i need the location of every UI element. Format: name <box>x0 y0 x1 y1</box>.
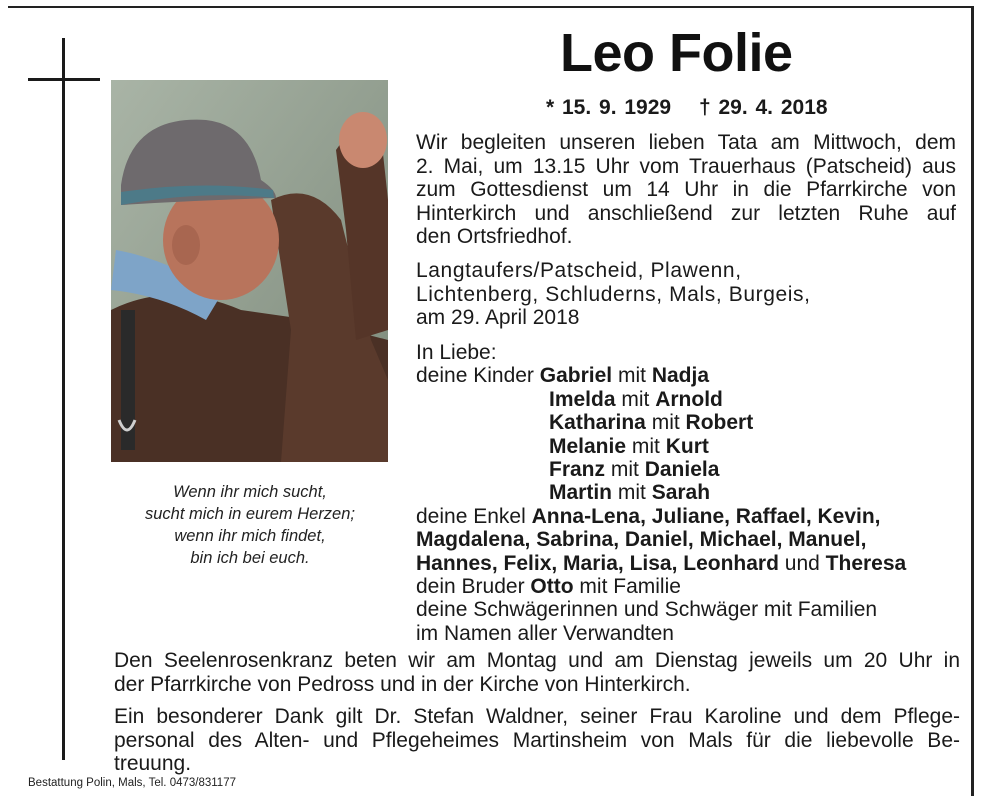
memorial-quote <box>110 481 390 569</box>
relatives-row: im Namen aller Verwandten <box>416 621 674 645</box>
quote-line: bin ich bei euch. <box>190 549 310 567</box>
child-partner-name: Robert <box>685 411 754 435</box>
life-dates <box>546 96 828 120</box>
places-line: am 29. April 2018 <box>416 306 580 329</box>
deceased-name: Leo Folie <box>560 23 793 83</box>
children-row <box>416 458 906 481</box>
cross-icon-vertical <box>62 38 65 760</box>
announcement-line: zum Gottesdienst um 14 Uhr in die Pfarrkirche von <box>416 178 956 201</box>
death-date: † 29. 4. 2018 <box>698 96 828 119</box>
children-row <box>416 435 906 458</box>
child-partner-name: Sarah <box>651 481 711 505</box>
grandchildren-last-name: Theresa <box>825 551 907 575</box>
quote-line: wenn ihr mich findet, <box>174 527 326 545</box>
child-with: mit <box>610 458 639 482</box>
child-name: Martin <box>549 481 612 505</box>
child-with: mit <box>621 387 650 411</box>
announcement-line: den Ortsfriedhof. <box>416 225 573 248</box>
portrait-photo <box>111 80 388 462</box>
child-name: Imelda <box>549 387 616 411</box>
quote-line: sucht mich in eurem Herzen; <box>145 505 355 523</box>
brother-name: Otto <box>530 575 574 599</box>
thanks-notice <box>114 705 960 776</box>
inlaws-row: deine Schwägerinnen und Schwäger mit Familien <box>416 598 878 622</box>
child-with: mit <box>617 364 646 388</box>
cross-icon-horizontal <box>28 78 100 81</box>
grandchildren-names: Anna-Lena, Juliane, Raffael, Kevin, <box>531 504 881 528</box>
child-partner-name: Kurt <box>665 434 709 458</box>
child-name: Gabriel <box>539 364 613 388</box>
children-row <box>416 364 906 387</box>
announcement-line: 2. Mai, um 13.15 Uhr vom Trauerhaus (Patscheid) aus <box>416 154 956 178</box>
grandchildren-label: deine Enkel <box>416 504 526 528</box>
frame-border-right <box>971 6 974 796</box>
grandchildren-row <box>416 505 906 528</box>
thanks-line: treuung. <box>114 752 192 775</box>
child-name: Katharina <box>549 411 646 435</box>
places-line: Langtaufers/Patscheid, Plawenn, <box>416 259 742 282</box>
thanks-line: Ein besonderer Dank gilt Dr. Stefan Waldner, seiner Frau Karoline und dem Pflege- <box>114 705 960 728</box>
grandchildren-names: Magdalena, Sabrina, Daniel, Michael, Manuel, <box>416 528 867 552</box>
funeral-home-credit: Bestattung Polin, Mals, Tel. 0473/831177 <box>28 777 236 789</box>
child-name: Franz <box>549 458 606 482</box>
thanks-line: personal des Alten- und Pflegeheimes Martinsheim von Mals für die liebevolle Be- <box>114 728 960 752</box>
grandchildren-row <box>416 552 906 575</box>
places-and-date <box>416 259 956 330</box>
quote-line: Wenn ihr mich sucht, <box>173 483 327 501</box>
child-partner-name: Nadja <box>651 364 710 388</box>
mourners-list <box>416 341 906 645</box>
announcement-line: Wir begleiten unseren lieben Tata am Mittwoch, dem <box>416 131 956 154</box>
grandchildren-and: und <box>784 551 820 575</box>
child-partner-name: Arnold <box>655 387 723 411</box>
grandchildren-row <box>416 528 906 551</box>
in-love-heading: In Liebe: <box>416 341 497 364</box>
children-row <box>416 388 906 411</box>
brother-row <box>416 575 906 598</box>
rosary-notice <box>114 649 960 696</box>
rosary-line: der Pfarrkirche von Pedross und in der Kirche von Hinterkirch. <box>114 672 691 696</box>
children-row <box>416 411 906 434</box>
children-row <box>416 481 906 504</box>
children-label: deine Kinder <box>416 364 534 388</box>
frame-border-top <box>8 6 974 8</box>
rosary-line: Den Seelenrosenkranz beten wir am Montag und am Dienstag jeweils um 20 Uhr in <box>114 649 960 672</box>
brother-suffix: mit Familie <box>579 575 681 599</box>
child-name: Melanie <box>549 434 627 458</box>
grandchildren-names: Hannes, Felix, Maria, Lisa, Leonhard <box>416 551 779 575</box>
birth-date: * 15. 9. 1929 <box>546 96 672 119</box>
child-with: mit <box>631 434 660 458</box>
brother-label: dein Bruder <box>416 575 525 599</box>
child-partner-name: Daniela <box>644 458 720 482</box>
announcement-line: Hinterkirch und anschließend zur letzten Ruhe auf <box>416 201 956 225</box>
places-line: Lichtenberg, Schluderns, Mals, Burgeis, <box>416 282 811 306</box>
child-with: mit <box>617 481 646 505</box>
child-with: mit <box>651 411 680 435</box>
funeral-announcement <box>416 131 956 249</box>
